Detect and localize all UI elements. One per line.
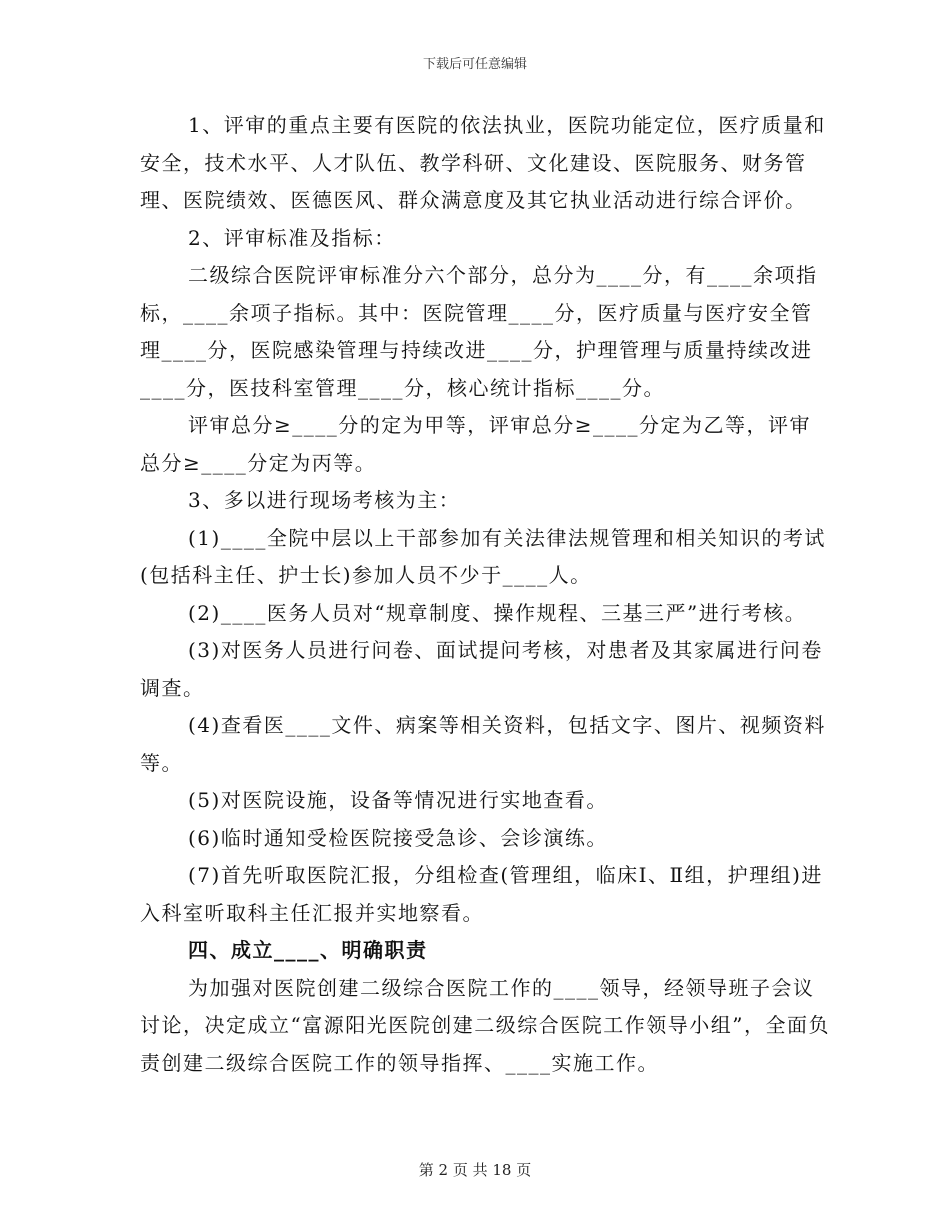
heading-standards: 2、评审标准及指标： xyxy=(188,225,396,250)
list-item-5: (5)对医院设施，设备等情况进行实地查看。 xyxy=(188,788,608,812)
section-heading-four: 四、成立____、明确职责 xyxy=(188,938,428,962)
paragraph-review-focus: 1、评审的重点主要有医院的依法执业，医院功能定位，医疗质量和安全，技术水平、人才队伍、教学科研、文化建设、医院服务、财务管理、医院绩效、医德医风、群众满意度及其它执业活动进行综合评价。 xyxy=(140,113,826,212)
page-number: 第 2 页 共 18 页 xyxy=(418,1161,532,1179)
list-item-4: (4)查看医____文件、病案等相关资料，包括文字、图片、视频资料等。 xyxy=(140,713,826,775)
list-item-2: (2)____医务人员对“规章制度、操作规程、三基三严”进行考核。 xyxy=(188,600,807,625)
heading-onsite: 3、多以进行现场考核为主： xyxy=(188,488,461,512)
paragraph-leadership: 为加强对医院创建二级综合医院工作的____领导，经领导班子会议讨论，决定成立“富源阳光医院创建二级综合医院工作领导小组”，全面负责创建二级综合医院工作的领导指挥、____实施工作。 xyxy=(140,975,830,1075)
list-item-1: (1)____全院中层以上干部参加有关法律法规管理和相关知识的考试(包括科主任、护士长)参加人员不少于____人。 xyxy=(140,525,826,587)
list-item-6: (6)临时通知受检医院接受急诊、会诊演练。 xyxy=(188,825,608,850)
list-item-7: (7)首先听取医院汇报，分组检查(管理组，临床Ⅰ、Ⅱ组，护理组)进入科室听取科主任汇报并实地察看。 xyxy=(140,863,823,925)
paragraph-grades: 评审总分≥____分的定为甲等，评审总分≥____分定为乙等，评审总分≥____分定为丙等。 xyxy=(140,413,812,475)
document-body xyxy=(140,107,830,1082)
list-item-3: (3)对医务人员进行问卷、面试提问考核，对患者及其家属进行问卷调查。 xyxy=(140,638,823,700)
paragraph-standards: 二级综合医院评审标准分六个部分，总分为____分，有____余项指标，____余项子指标。其中：医院管理____分，医疗质量与医疗安全管理____分，医院感染管理与持续改进____分，护理管理与质量持续改进____分，医技科室管理____分，核心统计指标____分。 xyxy=(140,263,818,400)
page-header-note: 下载后可任意编辑 xyxy=(422,57,527,72)
